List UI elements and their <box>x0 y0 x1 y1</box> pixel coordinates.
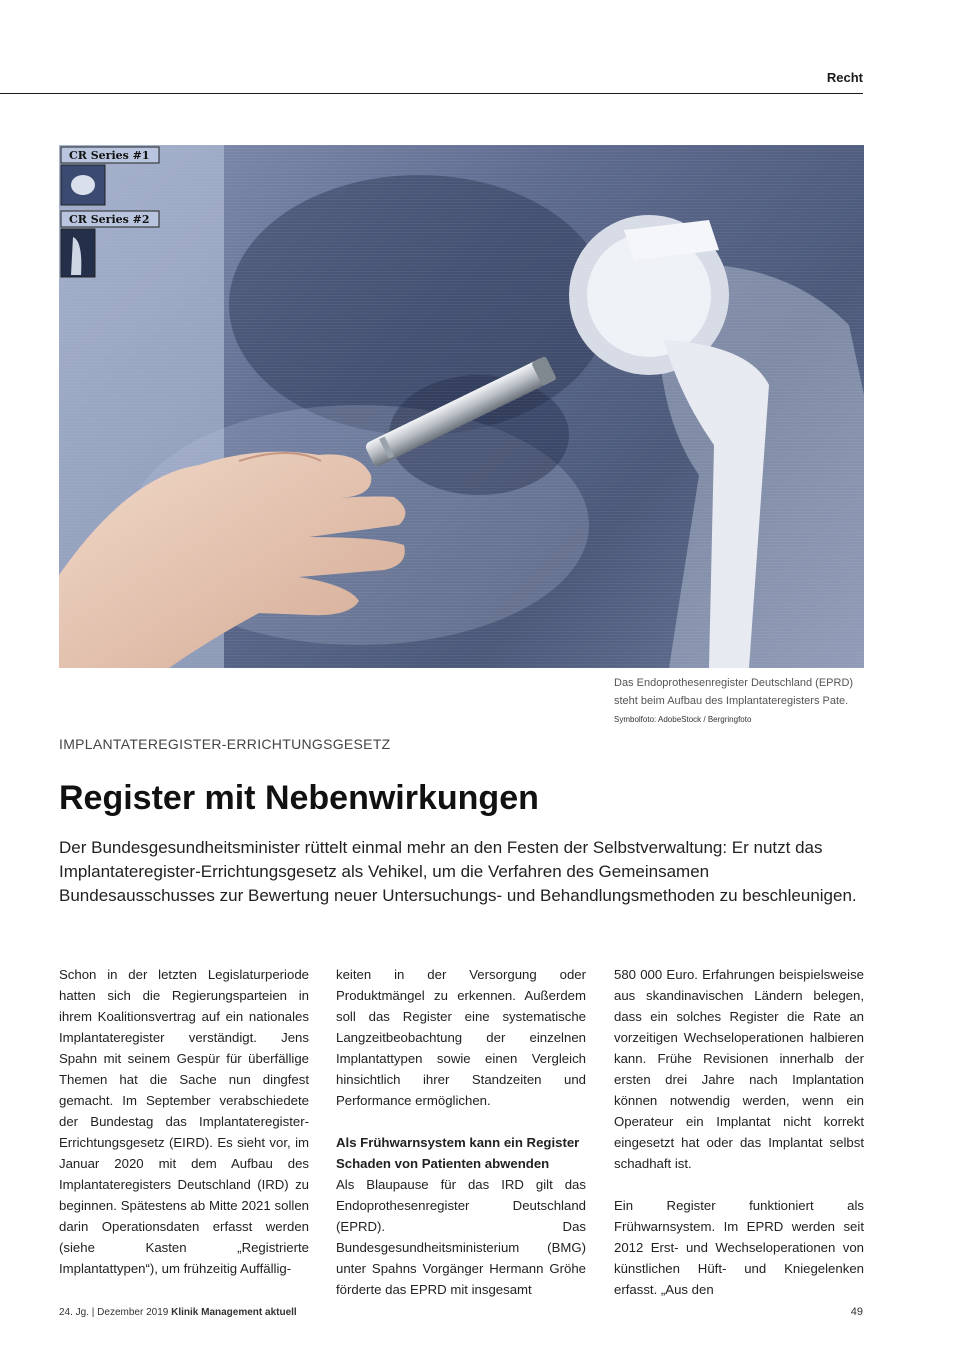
journal-name: Klinik Management aktuell <box>171 1307 297 1318</box>
body-paragraph: keiten in der Versorgung oder Produktmängel zu erkennen. Außerdem soll das Register eine systematische Langzeitbeobachtung der einzelnen Implantattypen sowie einen Vergleich hinsichtlich ihrer Standzeiten und Performance ermöglichen. <box>336 967 586 1108</box>
body-column-1 <box>59 964 309 1279</box>
page-footer <box>59 1307 297 1318</box>
body-column-3 <box>614 964 864 1300</box>
body-paragraph: Als Blaupause für das IRD gilt das Endoprothesenregister Deutschland (EPRD). Das Bundesgesundheitsministerium (BMG) unter Spahns Vorgänger Hermann Gröhe förderte das EPRD mit insgesamt <box>336 1177 586 1297</box>
section-subheading: Als Frühwarnsystem kann ein Register Schaden von Patienten abwenden <box>336 1135 580 1171</box>
issue-info: 24. Jg. | Dezember 2019 <box>59 1307 169 1318</box>
caption-text: Das Endoprothesenregister Deutschland (EPRD) steht beim Aufbau des Implantateregisters Pate. <box>614 677 854 707</box>
article-lead: Der Bundesgesundheitsminister rüttelt einmal mehr an den Festen der Selbstverwaltung: Er nutzt das Implantateregister-Errichtungsgesetz als Vehikel, um die Verfahren des Gemeinsamen Bundesausschusses zur Bewertung neuer Untersuchungs- und Behandlungsmethoden zu beschleunigen. <box>59 838 857 905</box>
body-paragraph: 580 000 Euro. Erfahrungen beispielsweise aus skandinavischen Ländern belegen, dass ein solches Register die Rate an vorzeitigen Wechseloperationen halbieren kann. Frühe Revisionen innerhalb der ersten drei Jahre nach Implantation können notwendig werden, wenn ein Operateur ein Implantat nicht korrekt eingesetzt hat oder das Implantat selbst schadhaft ist. <box>614 967 864 1171</box>
body-paragraph: Schon in der letzten Legislaturperiode hatten sich die Regierungsparteien in ihrem Koalitionsvertrag auf ein nationales Implantateregister verständigt. Jens Spahn mit seinem Gespür für überfällige Themen hat die Sache nun dingfest gemacht. Im September verabschiedete der Bundestag das Implantateregister-Errichtungsgesetz (EIRD). Es sieht vor, im Januar 2020 mit dem Aufbau des Implantateregisters Deutschland (IRD) zu beginnen. Spätestens ab Mitte 2021 sollen darin Operationsdaten erfasst werden (siehe Kasten „Registrierte Implantattypen“), um frühzeitig Auffällig- <box>59 967 309 1276</box>
figure-caption <box>614 674 866 729</box>
page-number: 49 <box>850 1306 863 1318</box>
photo-credit: Symbolfoto: AdobeStock / Bergringfoto <box>614 715 752 724</box>
xray-illustration <box>59 145 864 668</box>
body-paragraph: Ein Register funktioniert als Frühwarnsystem. Im EPRD werden seit 2012 Erst- und Wechseloperationen von künstlichen Hüft- und Kniegelenken erfasst. „Aus den <box>614 1198 864 1297</box>
thumb2-label: CR Series #2 <box>69 213 150 226</box>
thumb1-label: CR Series #1 <box>69 149 150 162</box>
article-kicker: IMPLANTATEREGISTER-ERRICHTUNGSGESETZ <box>59 736 391 752</box>
header-rule <box>0 93 863 94</box>
article-photo <box>59 145 864 668</box>
body-column-2 <box>336 964 586 1300</box>
section-label: Recht <box>826 70 863 85</box>
article-title: Register mit Nebenwirkungen <box>59 779 539 817</box>
